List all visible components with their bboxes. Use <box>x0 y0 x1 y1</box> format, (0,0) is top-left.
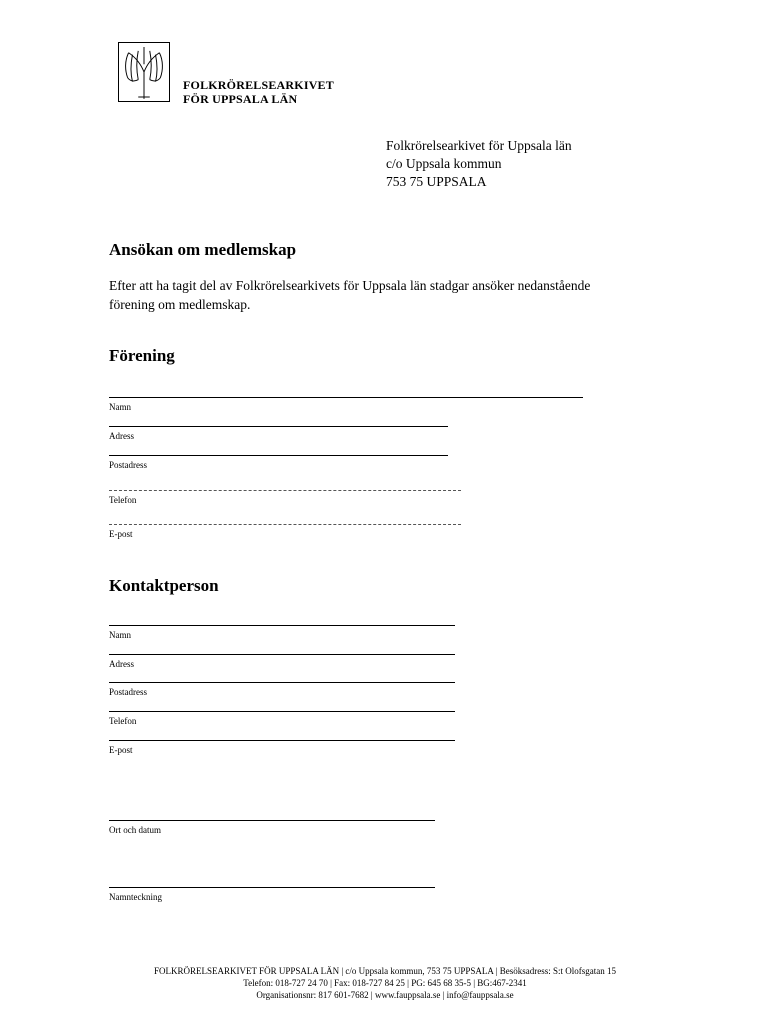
forening-name-field[interactable] <box>109 397 583 412</box>
fill-line[interactable] <box>109 711 455 712</box>
fill-line[interactable] <box>109 397 583 398</box>
field-label: Telefon <box>109 495 137 505</box>
fill-line[interactable] <box>109 625 455 626</box>
signature-field[interactable] <box>109 887 435 902</box>
footer <box>0 965 770 1001</box>
forening-address-field[interactable] <box>109 426 448 441</box>
kontakt-postaddress-field[interactable] <box>109 682 455 697</box>
fill-line[interactable] <box>109 820 435 821</box>
field-label: Namnteckning <box>109 892 162 902</box>
forening-postaddress-field[interactable] <box>109 455 448 470</box>
kontakt-name-field[interactable] <box>109 625 455 640</box>
field-label: Adress <box>109 431 134 441</box>
field-label: E-post <box>109 529 133 539</box>
section-heading-forening: Förening <box>109 346 175 365</box>
field-label: Ort och datum <box>109 825 161 835</box>
fill-line[interactable] <box>109 682 455 683</box>
org-name-line1: FOLKRÖRELSEARKIVET <box>183 78 334 92</box>
forening-email-field[interactable] <box>109 524 461 539</box>
footer-line1: FOLKRÖRELSEARKIVET FÖR UPPSALA LÄN | c/o Uppsala kommun, 753 75 UPPSALA | Besöksadress: S:t Olofsgatan 15 <box>154 966 616 976</box>
address-line2: c/o Uppsala kommun <box>386 156 502 171</box>
fill-line[interactable] <box>109 524 461 525</box>
field-label: Adress <box>109 659 134 669</box>
field-label: Postadress <box>109 687 147 697</box>
forening-phone-field[interactable] <box>109 490 461 505</box>
intro-line2: förening om medlemskap. <box>109 297 251 312</box>
intro-line1: Efter att ha tagit del av Folkrörelsearkivets för Uppsala län stadgar ansöker nedanstående <box>109 278 591 293</box>
kontakt-phone-field[interactable] <box>109 711 455 726</box>
address-line1: Folkrörelsearkivet för Uppsala län <box>386 138 572 153</box>
kontakt-address-field[interactable] <box>109 654 455 669</box>
field-label: E-post <box>109 745 133 755</box>
address-line3: 753 75 UPPSALA <box>386 174 487 189</box>
fill-line[interactable] <box>109 490 461 491</box>
section-heading-kontaktperson: Kontaktperson <box>109 576 219 595</box>
birch-tree-logo-icon <box>118 42 170 102</box>
field-label: Namn <box>109 402 131 412</box>
field-label: Postadress <box>109 460 147 470</box>
fill-line[interactable] <box>109 654 455 655</box>
place-date-field[interactable] <box>109 820 435 835</box>
fill-line[interactable] <box>109 887 435 888</box>
footer-line2: Telefon: 018-727 24 70 | Fax: 018-727 84 25 | PG: 645 68 35-5 | BG:467-2341 <box>243 978 527 988</box>
kontakt-email-field[interactable] <box>109 740 455 755</box>
field-label: Telefon <box>109 716 137 726</box>
fill-line[interactable] <box>109 740 455 741</box>
org-name-line2: FÖR UPPSALA LÄN <box>183 92 298 106</box>
org-name <box>183 78 334 106</box>
field-label: Namn <box>109 630 131 640</box>
page-title: Ansökan om medlemskap <box>109 240 297 259</box>
intro-text <box>109 276 669 314</box>
fill-line[interactable] <box>109 426 448 427</box>
footer-line3: Organisationsnr: 817 601-7682 | www.fauppsala.se | info@fauppsala.se <box>256 990 514 1000</box>
fill-line[interactable] <box>109 455 448 456</box>
recipient-address <box>386 137 572 191</box>
